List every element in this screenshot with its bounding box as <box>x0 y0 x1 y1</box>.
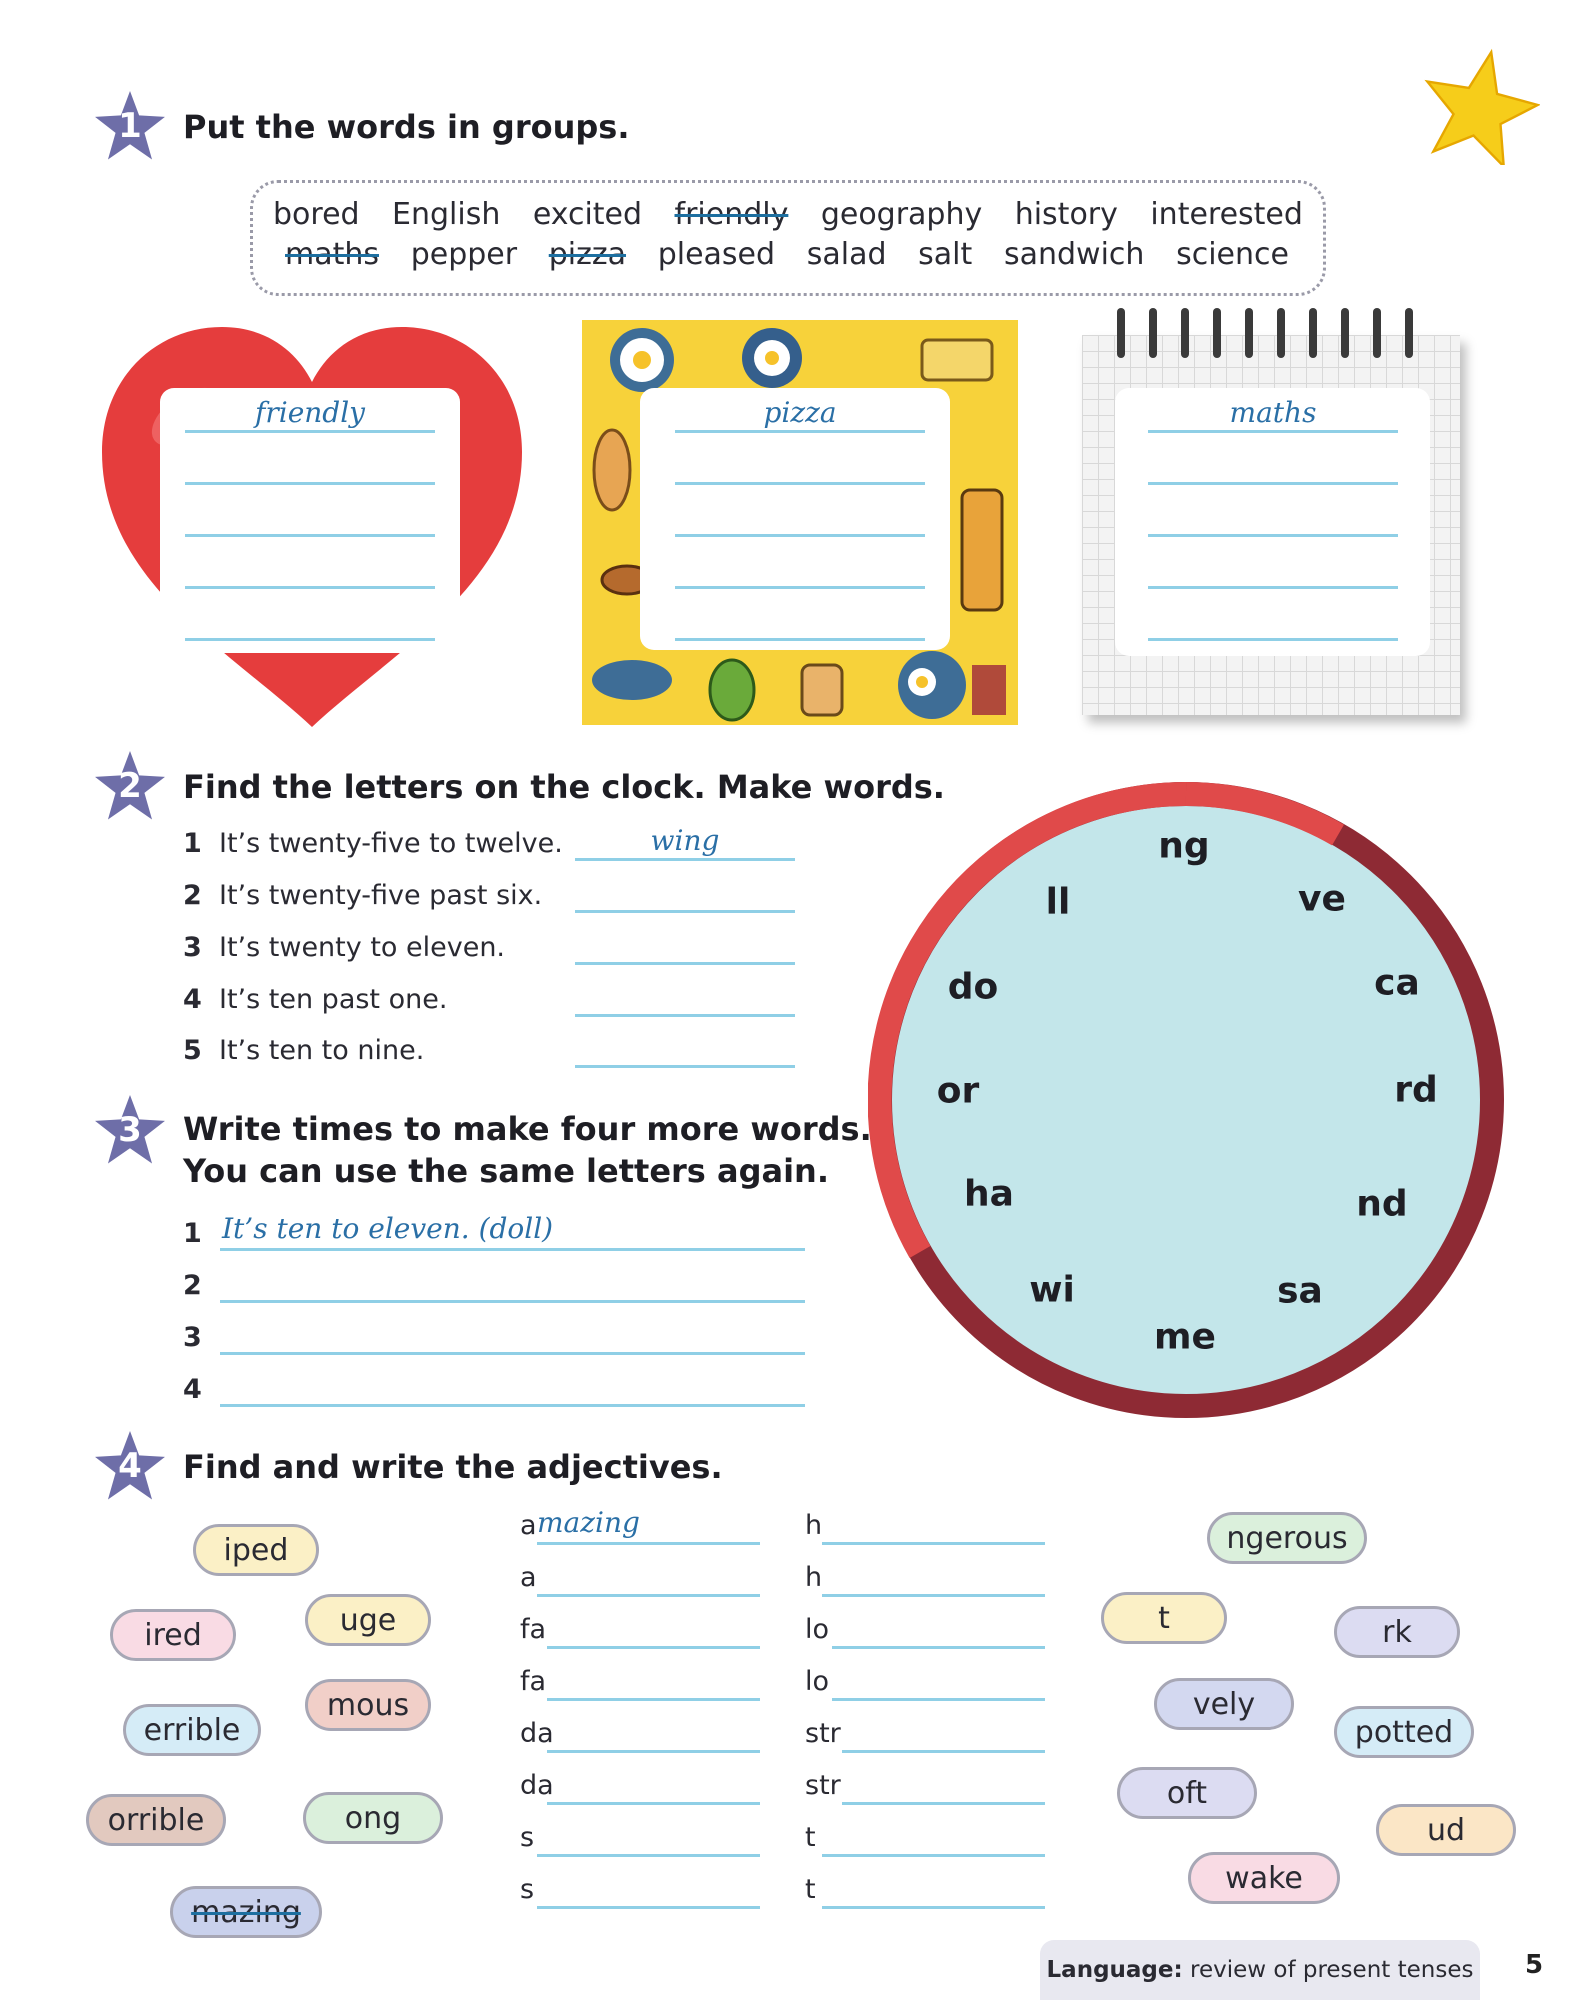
word-prefix: a <box>520 1562 537 1593</box>
answer-line[interactable] <box>822 1594 1045 1597</box>
sentence-1 <box>183 828 563 859</box>
write-line[interactable] <box>1148 482 1398 485</box>
word-box-word: excited <box>532 197 643 232</box>
answer-line[interactable] <box>575 1014 795 1017</box>
clock-letters-do: do <box>947 966 999 1008</box>
answer-line[interactable] <box>537 1542 760 1545</box>
word-box-word: pizza <box>548 237 627 272</box>
item-number: 1 <box>183 1218 202 1249</box>
answer-line[interactable] <box>537 1906 760 1909</box>
word-prefix: str <box>805 1718 841 1749</box>
sentence-text: It’s ten past one. <box>219 984 448 1015</box>
clock-letters-ve: ve <box>1298 878 1346 920</box>
word-part-pill[interactable] <box>305 1594 431 1646</box>
feelings-answer: friendly <box>254 396 365 429</box>
school-answer: maths <box>1229 396 1317 429</box>
word-box <box>250 180 1326 296</box>
word-box-word: salt <box>918 237 973 272</box>
item-number: 1 <box>183 828 202 859</box>
pill-text: potted <box>1354 1714 1454 1750</box>
word-part-pill[interactable] <box>1376 1804 1516 1856</box>
word-prefix: da <box>520 1770 554 1801</box>
word-part-pill[interactable] <box>1101 1592 1227 1644</box>
word-prefix: t <box>805 1874 816 1905</box>
word-prefix: h <box>805 1562 823 1593</box>
write-line[interactable] <box>675 482 925 485</box>
word-part-pill[interactable] <box>1188 1852 1340 1904</box>
exercise-number-badge: 3 <box>92 1092 168 1168</box>
gold-star-icon <box>1420 45 1540 165</box>
answer-line[interactable] <box>822 1906 1045 1909</box>
answer-line[interactable] <box>220 1300 805 1303</box>
word-prefix: lo <box>805 1666 830 1697</box>
exercise-number-badge: 2 <box>92 748 168 824</box>
item-number: 4 <box>183 1374 202 1405</box>
sentence-2 <box>183 880 542 911</box>
sentence-text: It’s twenty to eleven. <box>219 932 506 963</box>
exercise-3-instruction-line2: You can use the same letters again. <box>183 1152 829 1190</box>
answer-line[interactable] <box>547 1750 760 1753</box>
word-box-row <box>273 197 1303 232</box>
word-box-word: geography <box>820 197 983 232</box>
answer-text: wing <box>650 824 720 857</box>
write-line[interactable] <box>185 482 435 485</box>
write-line[interactable] <box>185 534 435 537</box>
word-part-pill[interactable] <box>86 1794 226 1846</box>
pill-text: uge <box>339 1602 397 1638</box>
word-box-word: bored <box>273 197 360 232</box>
clock-letters-ca: ca <box>1374 962 1420 1004</box>
footer-text: review of present tenses <box>1182 1957 1474 1983</box>
write-line[interactable] <box>675 586 925 589</box>
pill-text: ud <box>1426 1812 1466 1848</box>
pill-text: oft <box>1166 1775 1208 1811</box>
pill-text: ired <box>144 1617 202 1653</box>
pill-text: mazing <box>191 1894 301 1930</box>
write-line[interactable] <box>675 430 925 433</box>
answer-text: It’s ten to eleven. (doll) <box>222 1212 554 1245</box>
write-line[interactable] <box>1148 638 1398 641</box>
answer-line[interactable] <box>547 1646 760 1649</box>
clock-letters-sa: sa <box>1277 1270 1323 1312</box>
write-line[interactable] <box>675 638 925 641</box>
answer-line[interactable] <box>575 1065 795 1068</box>
answer-line[interactable] <box>537 1594 760 1597</box>
answer-line[interactable] <box>220 1248 805 1251</box>
sentence-5 <box>183 1035 424 1066</box>
word-prefix: fa <box>520 1666 547 1697</box>
answer-line[interactable] <box>822 1854 1045 1857</box>
word-box-word: history <box>1014 197 1118 232</box>
write-line[interactable] <box>1148 586 1398 589</box>
item-number: 3 <box>183 932 202 963</box>
answer-line[interactable] <box>832 1698 1045 1701</box>
answer-line[interactable] <box>842 1750 1045 1753</box>
item-number: 3 <box>183 1322 202 1353</box>
item-number: 2 <box>183 880 202 911</box>
item-number: 2 <box>183 1270 202 1301</box>
sentence-3 <box>183 932 505 963</box>
word-box-word: maths <box>285 237 380 272</box>
food-answer: pizza <box>763 396 837 429</box>
pill-text: rk <box>1382 1614 1412 1650</box>
word-box-row <box>285 237 1289 272</box>
pill-text: ngerous <box>1226 1520 1348 1556</box>
item-number: 5 <box>183 1035 202 1066</box>
sentence-4 <box>183 984 447 1015</box>
word-part-pill[interactable] <box>303 1792 443 1844</box>
word-box-word: pepper <box>410 237 518 272</box>
word-part-pill[interactable] <box>110 1609 236 1661</box>
word-box-word: sandwich <box>1003 237 1145 272</box>
sentence-text: It’s ten to nine. <box>219 1035 425 1066</box>
word-part-pill[interactable] <box>1334 1706 1474 1758</box>
word-prefix: t <box>805 1822 816 1853</box>
write-line[interactable] <box>185 586 435 589</box>
write-line[interactable] <box>185 430 435 433</box>
footer-label: Language: <box>1046 1957 1183 1983</box>
word-box-word: science <box>1176 237 1289 272</box>
word-part-pill[interactable] <box>193 1524 319 1576</box>
write-line[interactable] <box>675 534 925 537</box>
notebook-spiral <box>1115 308 1435 364</box>
answer-line[interactable] <box>832 1646 1045 1649</box>
word-part-pill[interactable] <box>1117 1767 1257 1819</box>
word-part-pill[interactable] <box>305 1679 431 1731</box>
exercise-1-instruction: Put the words in groups. <box>183 108 630 146</box>
pill-text: orrible <box>107 1802 205 1838</box>
word-part-pill[interactable] <box>1207 1512 1367 1564</box>
pill-text: wake <box>1225 1860 1303 1896</box>
word-part-pill[interactable] <box>123 1704 261 1756</box>
word-prefix: da <box>520 1718 554 1749</box>
item-number: 4 <box>183 984 202 1015</box>
sentence-text: It’s twenty-five to twelve. <box>219 828 563 859</box>
word-prefix: s <box>520 1822 535 1853</box>
answer-line[interactable] <box>547 1698 760 1701</box>
answer-line[interactable] <box>575 910 795 913</box>
pill-text: vely <box>1192 1686 1256 1722</box>
answer-line[interactable] <box>220 1404 805 1407</box>
word-prefix: a <box>520 1510 537 1541</box>
clock-letters-wi: wi <box>1029 1269 1075 1311</box>
pill-text: t <box>1158 1600 1170 1636</box>
page-number: 5 <box>1525 1950 1544 1980</box>
write-line[interactable] <box>185 638 435 641</box>
answer-line[interactable] <box>537 1854 760 1857</box>
clock-letters-ha: ha <box>964 1173 1014 1215</box>
clock-letters-ll: ll <box>1045 881 1071 923</box>
pill-text: iped <box>223 1532 289 1568</box>
answer-line[interactable] <box>822 1542 1045 1545</box>
clock-letters-ng: ng <box>1158 825 1210 867</box>
word-prefix: lo <box>805 1614 830 1645</box>
exercise-4-instruction: Find and write the adjectives. <box>183 1448 723 1486</box>
pill-text: mous <box>326 1687 410 1723</box>
exercise-2-instruction: Find the letters on the clock. Make words. <box>183 768 945 806</box>
write-line[interactable] <box>1148 430 1398 433</box>
clock-letters-me: me <box>1154 1316 1216 1358</box>
clock-letters-nd: nd <box>1356 1183 1408 1225</box>
word-box-word: English <box>392 197 501 232</box>
answer-text: mazing <box>537 1506 640 1539</box>
word-part-pill[interactable] <box>170 1886 322 1938</box>
word-box-word: interested <box>1150 197 1303 232</box>
word-box-word: friendly <box>674 197 789 232</box>
write-line[interactable] <box>1148 534 1398 537</box>
word-part-pill[interactable] <box>1334 1606 1460 1658</box>
answer-line[interactable] <box>547 1802 760 1805</box>
clock-letters-rd: rd <box>1394 1069 1438 1111</box>
answer-line[interactable] <box>575 858 795 861</box>
answer-line[interactable] <box>575 962 795 965</box>
exercise-number-badge: 1 <box>92 88 168 164</box>
word-box-word: pleased <box>657 237 776 272</box>
clock-letters-or: or <box>936 1070 980 1112</box>
word-box-word: salad <box>806 237 887 272</box>
exercise-3-instruction: Write times to make four more words. <box>183 1110 872 1148</box>
answer-line[interactable] <box>220 1352 805 1355</box>
word-prefix: h <box>805 1510 823 1541</box>
word-prefix: str <box>805 1770 841 1801</box>
pill-text: errible <box>143 1712 241 1748</box>
sentence-text: It’s twenty-five past six. <box>219 880 543 911</box>
word-prefix: fa <box>520 1614 547 1645</box>
footer-language-note <box>1040 1940 1480 2000</box>
word-part-pill[interactable] <box>1154 1678 1294 1730</box>
pill-text: ong <box>344 1800 402 1836</box>
exercise-number-badge: 4 <box>92 1428 168 1504</box>
answer-line[interactable] <box>842 1802 1045 1805</box>
word-prefix: s <box>520 1874 535 1905</box>
